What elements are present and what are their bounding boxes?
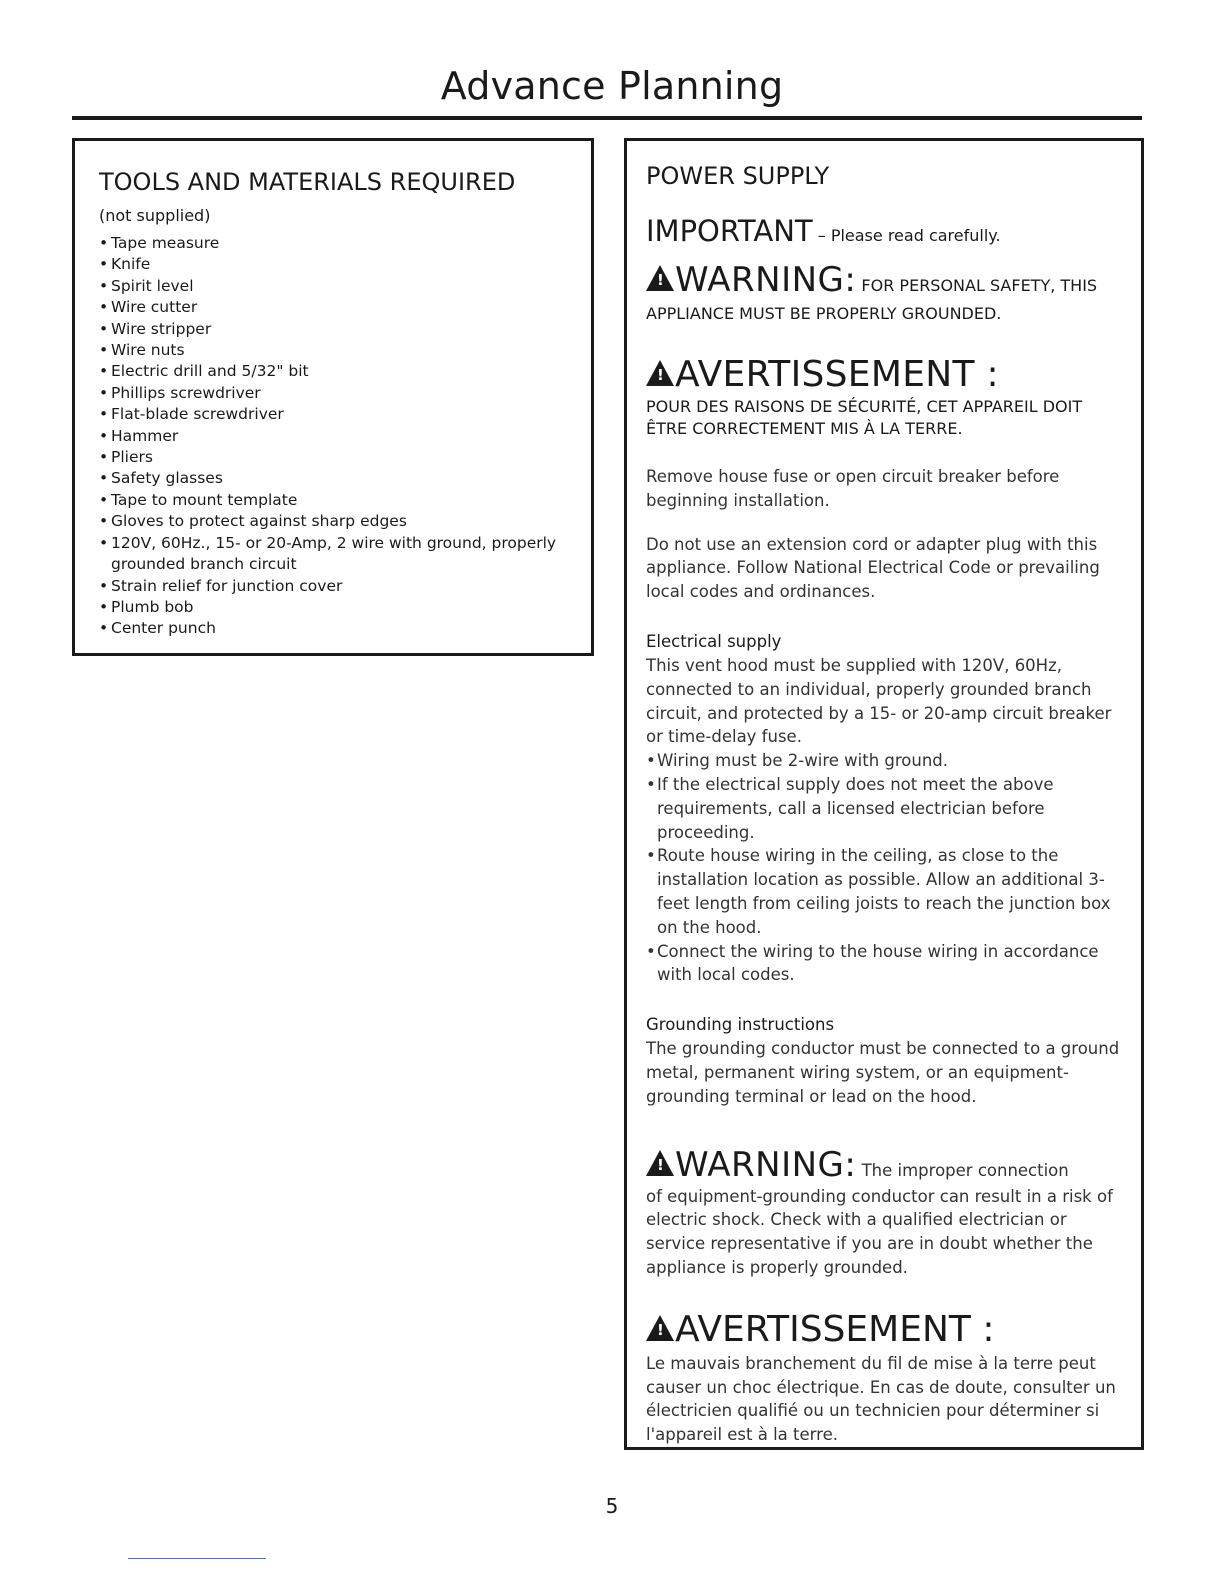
avertissement-text-2: ÊTRE CORRECTEMENT MIS À LA TERRE.	[646, 419, 963, 438]
page-number: 5	[605, 1494, 619, 1518]
avertissement-label: AVERTISSEMENT :	[675, 354, 999, 395]
list-item: • Route house wiring in the ceiling, as close to the installation location as possible. Allow an additional 3-feet length from ceiling joists to reach the junction box on the hood.	[646, 844, 1123, 939]
list-item: • If the electrical supply does not meet the above requirements, call a licensed electrician before proceeding.	[646, 773, 1123, 844]
list-item: • Wiring must be 2-wire with ground.	[646, 749, 1123, 773]
fuse-paragraph: Remove house fuse or open circuit breaker before beginning installation.	[646, 467, 1060, 510]
list-item: • Knife	[99, 254, 567, 275]
avertissement2-text: Le mauvais branchement du fil de mise à la terre peut causer un choc électrique. En cas de doute, consulter un électricien qualifié ou un technicien pour déterminer si l'appareil est à la terre.	[646, 1353, 1116, 1445]
warning-text-2: APPLIANCE MUST BE PROPERLY GROUNDED.	[646, 304, 1002, 323]
list-item: • Hammer	[99, 426, 567, 447]
list-item: • Pliers	[99, 447, 567, 468]
important-note: – Please read carefully.	[812, 226, 1001, 245]
extension-cord-paragraph: Do not use an extension cord or adapter plug with this appliance. Follow National Electrical Code or prevailing local codes and ordinances.	[646, 534, 1100, 602]
important-label: IMPORTANT	[646, 214, 813, 248]
electrical-bullets	[646, 749, 1123, 987]
grounding-text: The grounding conductor must be connected to a ground metal, permanent wiring system, or an equipment-grounding terminal or lead on the hood.	[646, 1039, 1120, 1106]
avertissement2-heading	[646, 1308, 1123, 1352]
warning-text-1: FOR PERSONAL SAFETY, THIS	[856, 276, 1098, 295]
warning-triangle-icon	[646, 360, 674, 386]
warning-triangle-icon	[646, 1315, 674, 1341]
tools-heading: TOOLS AND MATERIALS REQUIRED	[99, 168, 516, 196]
warning2-line	[646, 1145, 1123, 1191]
list-item: • Wire stripper	[99, 319, 567, 340]
footer-rule	[128, 1558, 266, 1559]
electrical-supply-heading: Electrical supply	[646, 631, 782, 651]
page-title: Advance Planning	[440, 64, 784, 108]
list-item: • Phillips screwdriver	[99, 383, 567, 404]
list-item: • Plumb bob	[99, 597, 567, 618]
list-item: • Wire cutter	[99, 297, 567, 318]
avertissement-text-1: POUR DES RAISONS DE SÉCURITÉ, CET APPAREIL DOIT	[646, 397, 1083, 416]
avertissement-heading	[646, 353, 1123, 397]
power-supply-box	[624, 138, 1144, 1450]
power-heading: POWER SUPPLY	[646, 162, 830, 190]
avertissement2-label: AVERTISSEMENT :	[675, 1308, 995, 1350]
warning2-label: WARNING:	[675, 1144, 857, 1185]
list-item: • 120V, 60Hz., 15- or 20-Amp, 2 wire with ground, properly grounded branch circuit	[99, 533, 567, 576]
tools-note: (not supplied)	[99, 206, 211, 225]
list-item: • Electric drill and 5/32" bit	[99, 361, 567, 382]
list-item: • Tape measure	[99, 233, 567, 254]
tools-list	[99, 233, 567, 640]
electrical-supply-text: This vent hood must be supplied with 120V, 60Hz, connected to an individual, properly grounded branch circuit, and protected by a 15- or 20-amp circuit breaker or time-delay fuse.	[646, 655, 1112, 747]
important-line	[646, 211, 1123, 256]
warning-triangle-icon	[646, 1150, 674, 1176]
warning-triangle-icon	[646, 265, 674, 291]
warning2-text-start: The improper connection	[856, 1160, 1069, 1180]
list-item: • Gloves to protect against sharp edges	[99, 511, 567, 532]
list-item: • Strain relief for junction cover	[99, 576, 567, 597]
tools-box	[72, 138, 594, 656]
title-rule	[72, 116, 1142, 120]
warning2-text: of equipment-grounding conductor can result in a risk of electric shock. Check with a qualified electrician or service representative if you are in doubt whether the appliance is properly grounded.	[646, 1186, 1113, 1277]
list-item: • Spirit level	[99, 276, 567, 297]
warning-label: WARNING:	[675, 260, 857, 300]
list-item: • Wire nuts	[99, 340, 567, 361]
list-item: • Flat-blade screwdriver	[99, 404, 567, 425]
grounding-heading: Grounding instructions	[646, 1015, 835, 1035]
list-item: • Safety glasses	[99, 468, 567, 489]
list-item: • Tape to mount template	[99, 490, 567, 511]
list-item: • Connect the wiring to the house wiring in accordance with local codes.	[646, 940, 1123, 988]
warning-line	[646, 260, 1123, 306]
list-item: • Center punch	[99, 618, 567, 639]
